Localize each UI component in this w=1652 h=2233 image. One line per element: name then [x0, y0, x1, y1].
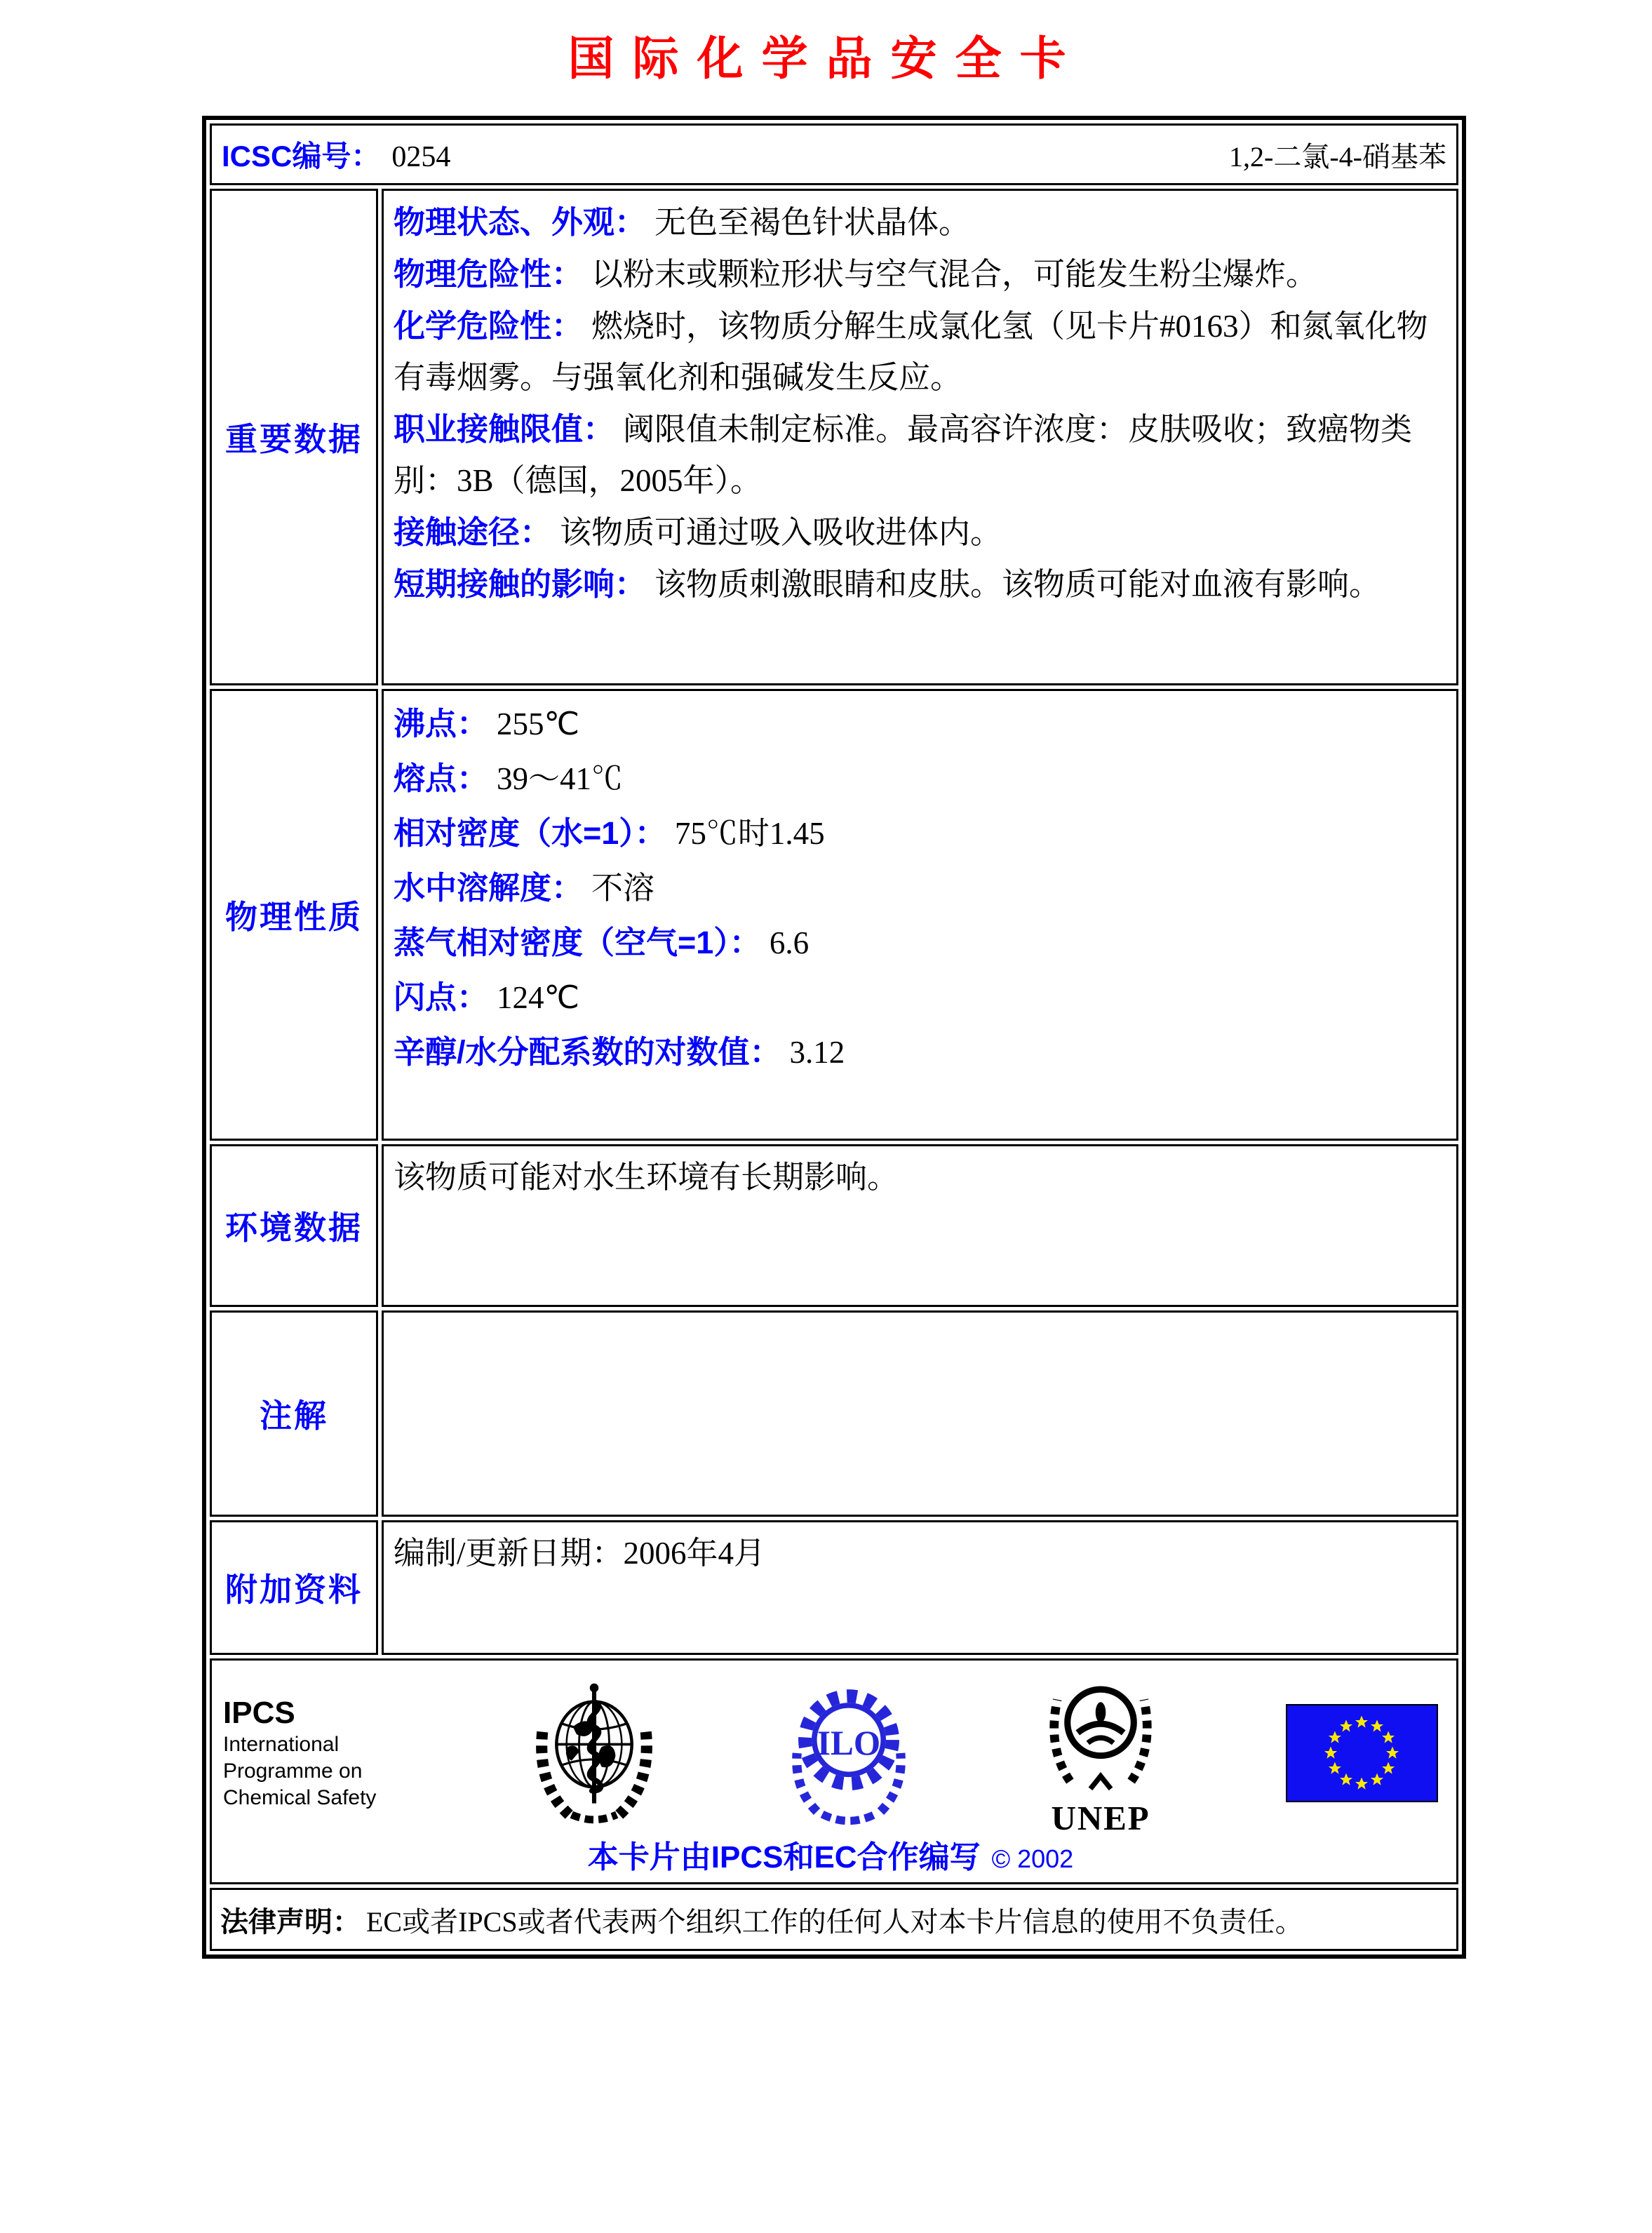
data-item [394, 1152, 1446, 1203]
data-item [394, 806, 1446, 861]
who-logo-icon [528, 1682, 660, 1825]
data-item [394, 248, 1446, 300]
legal-row [210, 1888, 1458, 1951]
item-label: 沸点： [394, 706, 489, 742]
item-text: 该物质可通过吸入吸收进体内。 [560, 515, 1002, 550]
ilo-logo-icon [782, 1679, 915, 1828]
eu-flag-icon [1286, 1704, 1438, 1802]
notes-row [210, 1310, 1458, 1517]
data-item [394, 751, 1446, 806]
logos-row [210, 1658, 1458, 1884]
data-item [394, 861, 1446, 916]
additional-info-row [210, 1520, 1458, 1655]
unep-logo-icon [1037, 1669, 1164, 1837]
item-label: 闪点： [394, 979, 489, 1015]
ipcs-block [223, 1695, 407, 1811]
data-item [394, 916, 1446, 970]
item-label: 职业接触限值： [394, 411, 615, 447]
item-text: 3.12 [789, 1035, 845, 1070]
item-text: 124℃ [497, 980, 580, 1015]
item-text: 以粉末或颗粒形状与空气混合，可能发生粉尘爆炸。 [591, 257, 1318, 292]
item-label: 短期接触的影响： [394, 566, 647, 602]
item-text: 该物质可能对水生环境有长期影响。 [394, 1160, 899, 1195]
data-item [394, 403, 1446, 507]
item-label: 蒸气相对密度（空气=1）： [394, 925, 761, 960]
item-label: 接触途径： [394, 514, 552, 550]
item-text: 燃烧时，该物质分解生成氯化氢（见卡片#0163）和氮氧化物有毒烟雾。与强氧化剂和强碱发生反应。 [394, 309, 1428, 395]
important-data-content [382, 189, 1458, 685]
item-label: 物理状态、外观： [394, 204, 647, 240]
data-item [394, 558, 1446, 610]
data-item [394, 196, 1446, 248]
notes-content [382, 1310, 1458, 1517]
data-item [394, 1025, 1446, 1080]
item-text: 该物质刺激眼睛和皮肤。该物质可能对血液有影响。 [654, 567, 1381, 602]
item-label: 相对密度（水=1）： [394, 815, 666, 851]
environmental-data-row [210, 1144, 1458, 1307]
section-label-important-data: 重要数据 [210, 189, 378, 685]
item-label: 熔点： [394, 760, 489, 796]
chemical-name: 1,2-二氯-4-硝基苯 [1229, 140, 1446, 173]
data-item [394, 507, 1446, 558]
data-item [394, 300, 1446, 403]
card-caption-row [223, 1839, 1438, 1878]
data-item [394, 697, 1446, 751]
physical-properties-row [210, 689, 1458, 1141]
item-label: 化学危险性： [394, 308, 584, 344]
ipcs-subtitle-line: Programme on [223, 1759, 363, 1783]
legal-text: EC或者IPCS或者代表两个组织工作的任何人对本卡片信息的使用不负责任。 [366, 1905, 1303, 1938]
icsc-number-group [222, 133, 450, 175]
item-label: 物理危险性： [394, 256, 584, 292]
section-label-additional-info: 附加资料 [210, 1520, 378, 1655]
data-item [394, 1528, 1446, 1579]
card-caption: 本卡片由IPCS和EC合作编写 [587, 1840, 981, 1875]
unep-text: UNEP [1051, 1799, 1150, 1837]
item-label: 辛醇/水分配系数的对数值： [394, 1034, 781, 1070]
header-row [210, 123, 1458, 185]
section-label-physical-properties: 物理性质 [210, 689, 378, 1141]
icsc-number-label: ICSC编号： [222, 140, 381, 173]
ipcs-subtitle-line: International [223, 1733, 340, 1756]
page-title: 国际化学品安全卡 [568, 34, 1084, 85]
icsc-number-value: 0254 [391, 141, 451, 173]
ipcs-title: IPCS [223, 1696, 295, 1730]
item-text: 编制/更新日期：2006年4月 [394, 1536, 766, 1571]
section-label-environmental-data: 环境数据 [210, 1144, 378, 1307]
ilo-text: ILO [817, 1723, 880, 1762]
additional-info-content [382, 1520, 1458, 1655]
item-text: 39～41℃ [497, 761, 624, 796]
ipcs-subtitle-line: Chemical Safety [223, 1786, 377, 1809]
item-text: 无色至褐色针状晶体。 [654, 205, 971, 240]
data-item [394, 970, 1446, 1025]
copyright: © 2002 [991, 1844, 1074, 1873]
section-label-notes: 注解 [210, 1310, 378, 1517]
item-text: 阈限值未制定标准。最高容许浓度：皮肤吸收；致癌物类别：3B（德国，2005年）。 [394, 412, 1413, 498]
legal-label: 法律声明： [220, 1906, 361, 1938]
icsc-card-table [202, 116, 1466, 1959]
important-data-row [210, 189, 1458, 685]
item-text: 不溶 [591, 871, 655, 906]
item-text: 255℃ [497, 706, 580, 742]
item-text: 75℃时1.45 [674, 816, 825, 851]
environmental-data-content [382, 1144, 1458, 1307]
physical-properties-content [382, 689, 1458, 1141]
item-label: 水中溶解度： [394, 870, 584, 906]
item-text: 6.6 [769, 925, 810, 960]
